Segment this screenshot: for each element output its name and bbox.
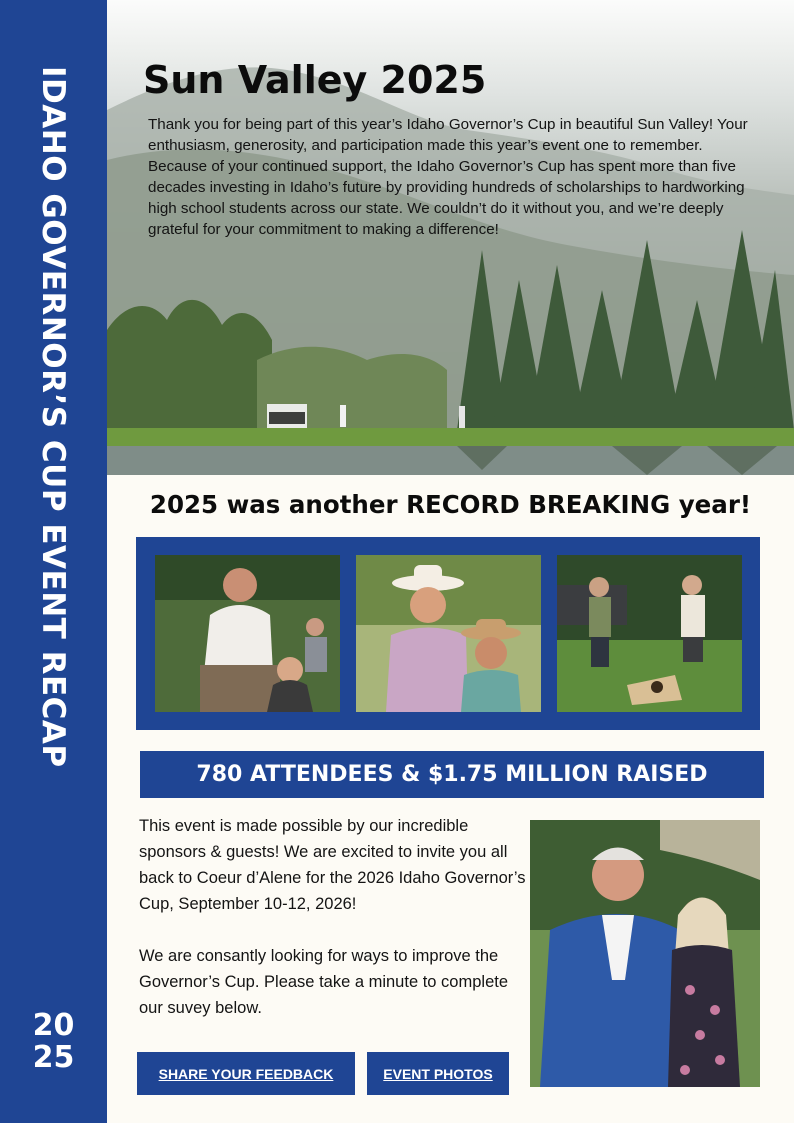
page-title: Sun Valley 2025 <box>143 58 487 102</box>
sidebar-year-top: 20 <box>32 1008 75 1043</box>
photo-cornhole-game-image <box>557 555 742 712</box>
record-heading: 2025 was another RECORD BREAKING year! <box>149 490 752 519</box>
photo-governor-couple-image <box>530 820 760 1087</box>
photo-governor-couple <box>530 820 760 1087</box>
sidebar <box>0 0 107 1123</box>
sidebar-title: IDAHO GOVERNOR’S CUP EVENT RECAP <box>35 66 71 768</box>
photo-gallery <box>136 537 760 730</box>
photo-couple-cowboy-hats-image <box>356 555 541 712</box>
body-text <box>139 813 529 1021</box>
photo-cornhole-game <box>557 555 742 712</box>
hero-intro-text: Thank you for being part of this year’s Idaho Governor’s Cup in beautiful Sun Valley! Your enthusiasm, generosity, and participation made this year’s event one to remember. Because of your continued support, the Idaho Governor’s Cup has spent more than five decades investing in Idaho’s future by providing hundreds of scholarships to hardworking high school students across our state. We couldn’t do it without you, and we’re deeply grateful for your commitment to making a difference! <box>148 116 748 238</box>
photo-host-pouring-drinks <box>155 555 340 712</box>
event-photos-button[interactable]: EVENT PHOTOS <box>367 1052 509 1095</box>
share-feedback-button[interactable]: SHARE YOUR FEEDBACK <box>137 1052 355 1095</box>
photo-host-pouring-drinks-image <box>155 555 340 712</box>
sidebar-year-bottom: 25 <box>32 1040 75 1075</box>
body-paragraph-survey: We are consantly looking for ways to improve the Governor’s Cup. Please take a minute to complete our suvey below. <box>139 947 509 1017</box>
body-paragraph-invite: This event is made possible by our incredible sponsors & guests! We are excited to invite you all back to Coeur d’Alene for the 2026 Idaho Governor’s Cup, September 10-12, 2026! <box>139 817 526 913</box>
stats-banner: 780 ATTENDEES & $1.75 MILLION RAISED <box>140 751 764 798</box>
photo-couple-cowboy-hats <box>356 555 541 712</box>
sidebar-year <box>0 1010 107 1074</box>
